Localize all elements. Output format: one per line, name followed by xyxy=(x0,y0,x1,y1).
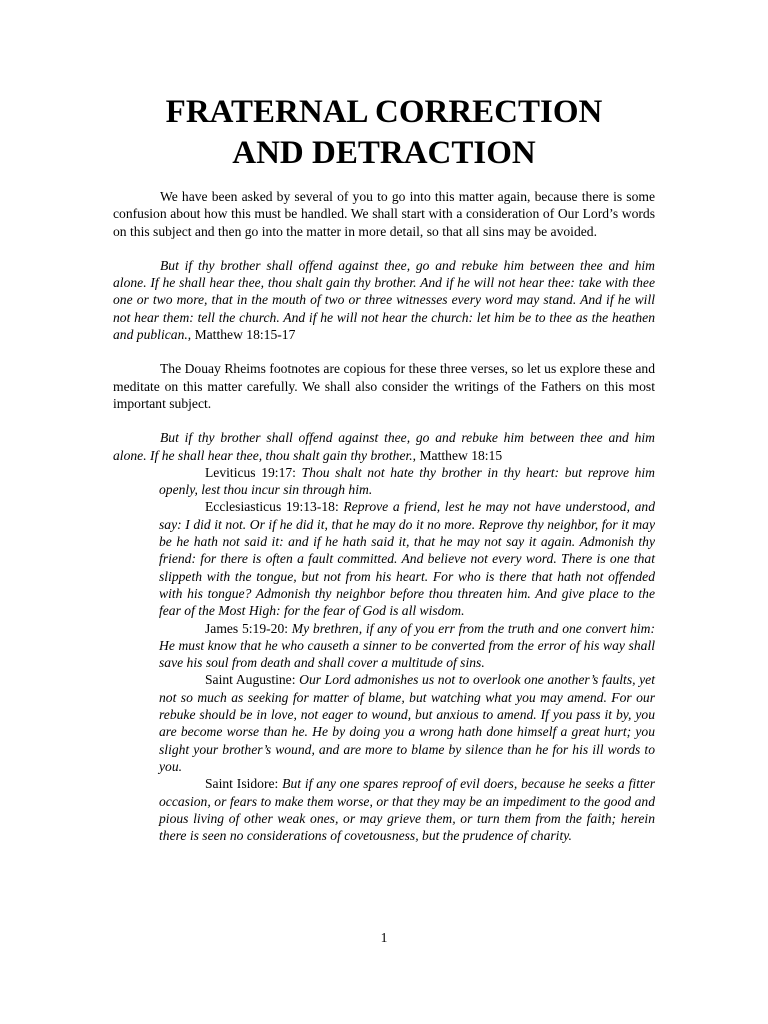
title-line-2: AND DETRACTION xyxy=(232,135,536,171)
verse-15-reference: , Matthew 18:15 xyxy=(412,447,503,463)
page-number: 1 xyxy=(380,930,388,945)
reference-lead: James 5:19-20: xyxy=(205,620,292,636)
reference-quote: Our Lord admonishes us not to overlook one another’s faults, yet not so much as seeking for matter of blame, but watching what you may amend. For our rebuke should be in love, not eager to wound, but anxious to amend. If you pass it by, you are become worse than he. He by doing you a wrong hath done himself a great hurt; you slight your brother’s wound, and are more to blame by silence than he for his ill words to you. xyxy=(159,672,655,774)
document-title xyxy=(0,92,768,174)
reference-lead: Ecclesiasticus 19:13-18: xyxy=(205,499,344,515)
reference-augustine xyxy=(113,671,655,775)
reference-lead: Leviticus 19:17: xyxy=(205,464,302,480)
reference-lead: Saint Isidore: xyxy=(205,776,283,792)
douay-paragraph: The Douay Rheims footnotes are copious for these three verses, so let us explore these and meditate on this matter carefully. We shall also consider the writings of the Fathers on this most important subject. xyxy=(113,361,655,411)
reference-isidore xyxy=(113,775,655,844)
reference-leviticus xyxy=(113,464,655,499)
scripture-reference: , Matthew 18:15-17 xyxy=(187,327,296,343)
scripture-quote: But if thy brother shall offend against thee, go and rebuke him between thee and him alone. If he shall hear thee, thou shalt gain thy brother. And if he will not hear thee: take with thee one or two more, that in the mouth of two or three witnesses every word may stand. And if he will not hear them: tell the church. And if he will not hear the church: let him be to thee as the heathen and publican. xyxy=(113,257,655,343)
verse-15-paragraph xyxy=(113,429,655,464)
reference-quote: Reprove a friend, lest he may not have understood, and say: I did it not. Or if he did it, that he may do it no more. Reprove thy neighbor, for it may be he hath not said it: and if he hath said it, that he may not say it again. Admonish thy friend: for there is often a fault committed. And believe not every word. There is one that slippeth with the tongue, but not from his heart. For who is there that hath not offended with his tongue? Admonish thy neighbor before thou threaten him. And give place to the fear of the Most High: for the fear of God is all wisdom. xyxy=(159,499,656,619)
reference-quote: My brethren, if any of you err from the truth and one convert him: He must know that he who causeth a sinner to be converted from the error of his way shall save his soul from death and shall cover a multitude of sins. xyxy=(159,620,656,671)
intro-paragraph: We have been asked by several of you to go into this matter again, because there is some confusion about how this must be handled. We shall start with a consideration of Our Lord’s words on this subject and then go into the matter in more detail, so that all sins may be avoided. xyxy=(113,189,655,239)
reference-list xyxy=(113,464,655,845)
document-body xyxy=(113,188,655,844)
reference-ecclesiasticus xyxy=(113,498,655,619)
reference-james xyxy=(113,620,655,672)
verse-15-quote: But if thy brother shall offend against thee, go and rebuke him between thee and him alone. If he shall hear thee, thou shalt gain thy brother. xyxy=(113,430,655,463)
reference-lead: Saint Augustine: xyxy=(205,672,300,688)
scripture-paragraph xyxy=(113,257,655,343)
reference-quote: But if any one spares reproof of evil doers, because he seeks a fitter occasion, or fears to make them worse, or that they may be an impediment to the good and pious living of other weak ones, or may grieve them, or turn them from the faith; herein there is seen no considerations of covetousness, but the prudence of charity. xyxy=(159,776,655,844)
title-line-1: FRATERNAL CORRECTION xyxy=(165,94,603,130)
reference-quote: Thou shalt not hate thy brother in thy heart: but reprove him openly, lest thou incur sin through him. xyxy=(159,464,656,498)
